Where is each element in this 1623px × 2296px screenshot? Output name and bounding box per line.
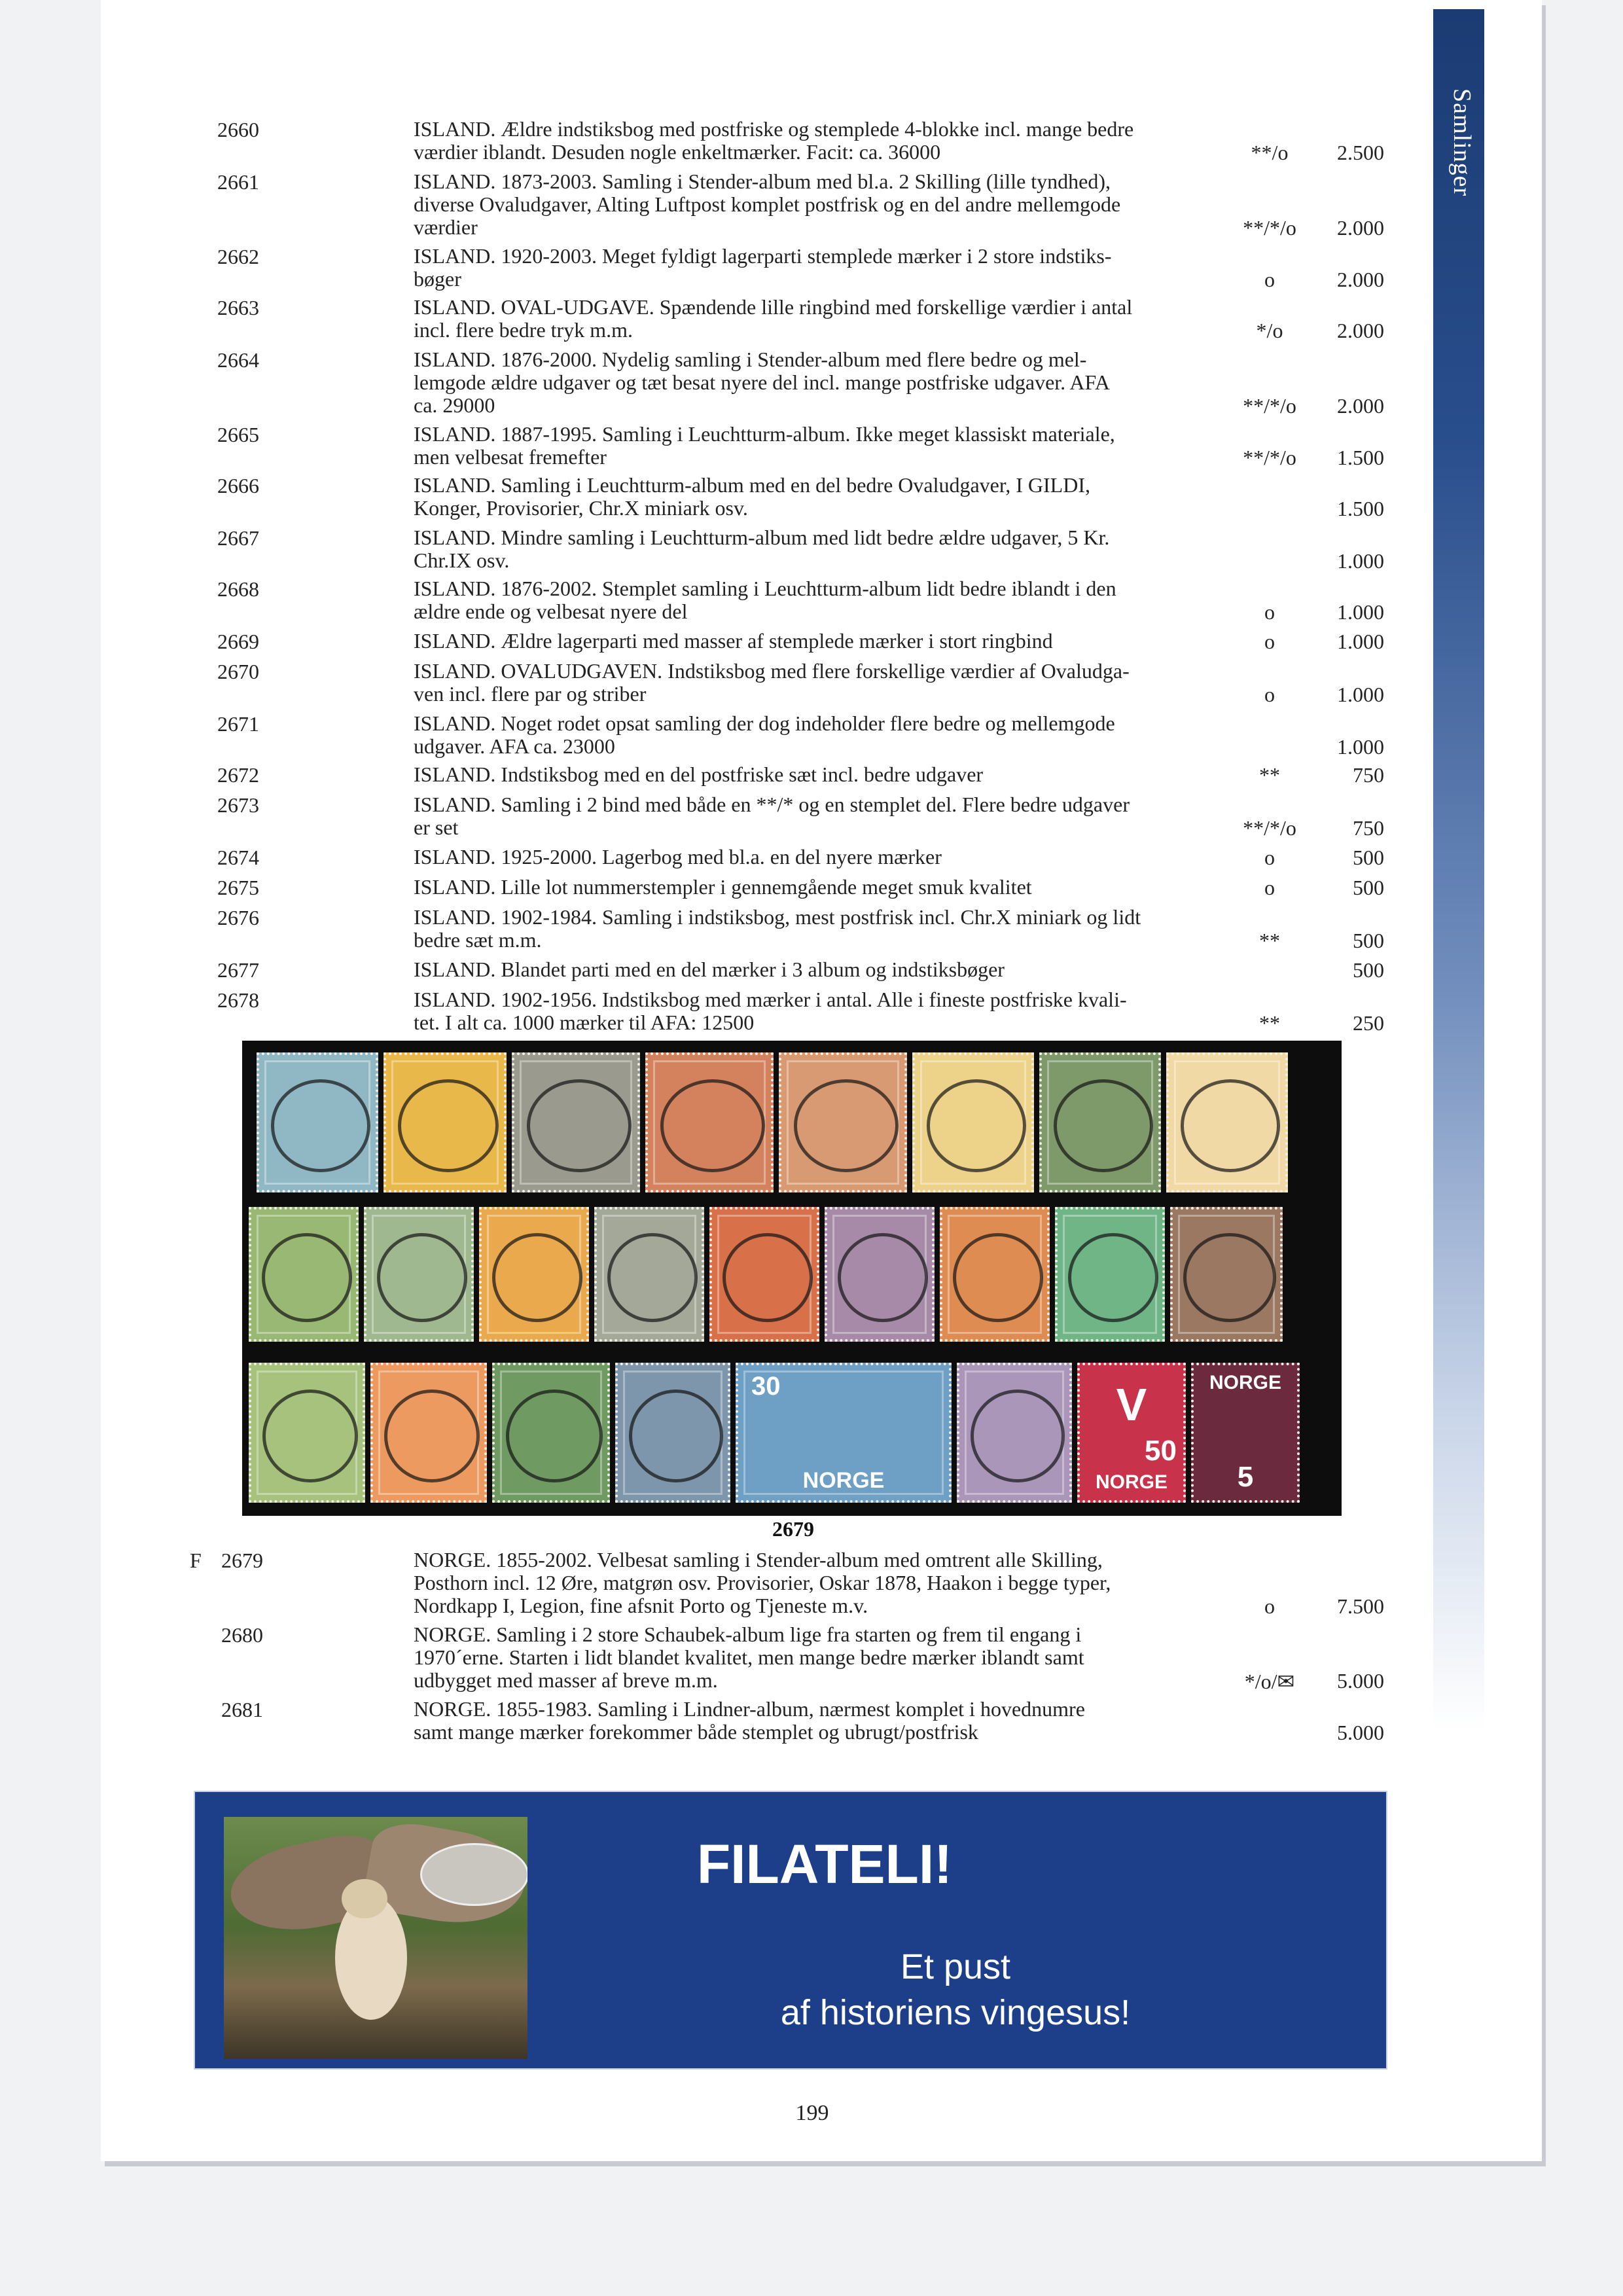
lot-description: ISLAND. Mindre samling i Leuchtturm-album med lidt bedre ældre udgaver, 5 Kr. Chr.IX osv. — [414, 526, 1110, 572]
stamp-country-label: NORGE — [1095, 1471, 1168, 1493]
lot-price: 1.000 — [1337, 630, 1384, 653]
lot-description: ISLAND. 1887-1995. Samling i Leuchtturm-album. Ikke meget klassiskt materiale, men velbesat fremefter — [414, 422, 1115, 469]
lot-price: 1.000 — [1337, 600, 1384, 624]
lot-price: 1.000 — [1337, 549, 1384, 573]
lot-number: 2672 — [217, 763, 259, 787]
lot-description: ISLAND. OVAL-UDGAVE. Spændende lille ringbind med forskellige værdier i antal incl. flere bedre tryk m.m. — [414, 295, 1133, 342]
stamp-image — [512, 1052, 640, 1193]
stamp-image — [709, 1207, 819, 1342]
lot-number: 2681 — [221, 1698, 263, 1721]
lot-description: ISLAND. Samling i Leuchtturm-album med en del bedre Ovaludgaver, I GILDI, Konger, Provisorier, Chr.X miniark osv. — [414, 473, 1090, 520]
lot-description: ISLAND. 1925-2000. Lagerbog med bl.a. en del nyere mærker — [414, 845, 942, 869]
lot-description: ISLAND. OVALUDGAVEN. Indstiksbog med flere forskellige værdier af Ovaludga- ven incl. flere par og striber — [414, 659, 1130, 706]
lot-price: 1.500 — [1337, 497, 1384, 520]
lot-price: 1.000 — [1337, 683, 1384, 706]
lot-price: 1.500 — [1337, 446, 1384, 469]
lot-flag: F — [190, 1549, 202, 1572]
eagle-photo — [224, 1817, 527, 2059]
lot-condition: */o — [1256, 319, 1283, 342]
coin-icon — [420, 1843, 527, 1906]
stamp-image — [1077, 1363, 1186, 1503]
stamp-image — [383, 1052, 507, 1193]
stamp-image — [479, 1207, 589, 1342]
lot-description: ISLAND. Ældre lagerparti med masser af stemplede mærker i stort ringbind — [414, 629, 1053, 653]
lot-number: 2675 — [217, 876, 259, 899]
stamp-value-label: 50 — [1145, 1435, 1177, 1467]
stamp-value-label: 5 — [1237, 1461, 1254, 1493]
lot-description: ISLAND. 1902-1984. Samling i indstiksbog, mest postfrisk incl. Chr.X miniark og lidt bedre sæt m.m. — [414, 905, 1141, 952]
lot-description: ISLAND. 1920-2003. Meget fyldigt lagerparti stemplede mærker i 2 store indstiks- bøger — [414, 244, 1112, 291]
lot-number: 2670 — [217, 660, 259, 683]
lot-number: 2676 — [217, 906, 259, 929]
lot-description: ISLAND. Samling i 2 bind med både en **/* og en stemplet del. Flere bedre udgaver er set — [414, 793, 1130, 839]
section-tab-label: Samlinger — [1448, 88, 1476, 197]
stamp-image — [615, 1363, 730, 1503]
lot-description: NORGE. 1855-1983. Samling i Lindner-album, nærmest komplet i hovednumre samt mange mærker forekommer både stemplet og ubrugt/postfrisk — [414, 1697, 1085, 1744]
stamp-image — [370, 1363, 487, 1503]
lot-description: NORGE. 1855-2002. Velbesat samling i Stender-album med omtrent alle Skilling, Posthorn incl. 12 Øre, matgrøn osv. Provisorier, Oskar 1878, Haakon i begge typer, Nordkapp I, Legion, fine afsnit Porto og Tjeneste m.v. — [414, 1548, 1111, 1617]
lot-price: 500 — [1353, 958, 1384, 982]
lot-price: 500 — [1353, 876, 1384, 899]
lot-number: 2667 — [217, 526, 259, 550]
lot-condition: o — [1264, 876, 1275, 899]
lot-description: ISLAND. 1873-2003. Samling i Stender-album med bl.a. 2 Skilling (lille tyndhed), diverse Ovaludgaver, Alting Luftpost komplet postfrisk og en del andre mellemgode værdier — [414, 170, 1121, 239]
page-number: 199 — [795, 2101, 829, 2125]
lot-condition: **/o — [1251, 141, 1289, 164]
lot-condition: o — [1264, 600, 1275, 624]
lot-price: 5.000 — [1337, 1721, 1384, 1744]
lot-condition: **/*/o — [1243, 216, 1296, 240]
lot-condition: o — [1264, 683, 1275, 706]
lot-price: 7.500 — [1337, 1594, 1384, 1618]
lot-price: 500 — [1353, 846, 1384, 869]
stamp-image — [257, 1052, 378, 1193]
stamp-image — [1166, 1052, 1288, 1193]
lot-price: 2.000 — [1337, 216, 1384, 240]
stamp-v-label: V — [1116, 1379, 1147, 1430]
lot-number: 2679 — [221, 1549, 263, 1572]
lot-description: ISLAND. Ældre indstiksbog med postfriske og stemplede 4-blokke incl. mange bedre værdier iblandt. Desuden nogle enkeltmærker. Facit: ca. 36000 — [414, 117, 1134, 164]
lot-number: 2673 — [217, 793, 259, 817]
ad-tagline: Et pust af historiens vingesus! — [780, 1947, 1131, 2032]
lot-condition: */o/✉ — [1244, 1670, 1295, 1693]
lot-number: 2678 — [217, 988, 259, 1012]
lot-number: 2666 — [217, 474, 259, 497]
stamp-image — [645, 1052, 774, 1193]
lot-price: 500 — [1353, 929, 1384, 952]
stamp-image — [736, 1363, 952, 1503]
lot-description: ISLAND. 1902-1956. Indstiksbog med mærker i antal. Alle i fineste postfriske kvali- tet. I alt ca. 1000 mærker til AFA: 12500 — [414, 988, 1127, 1034]
lot-number: 2671 — [217, 712, 259, 736]
lot-number: 2677 — [217, 958, 259, 982]
lot-number: 2660 — [217, 118, 259, 141]
lot-description: ISLAND. 1876-2002. Stemplet samling i Leuchtturm-album lidt bedre iblandt i den ældre ende og velbesat nyere del — [414, 577, 1116, 623]
lot-description: ISLAND. Indstiksbog med en del postfriske sæt incl. bedre udgaver — [414, 762, 984, 786]
lot-price: 250 — [1353, 1011, 1384, 1035]
lot-condition: **/*/o — [1243, 446, 1296, 469]
lot-description: ISLAND. 1876-2000. Nydelig samling i Stender-album med flere bedre og mel- lemgode ældre udgaver og tæt besat nyere del incl. mange postfriske udgaver. AFA ca. 29000 — [414, 348, 1111, 417]
lot-number: 2662 — [217, 245, 259, 268]
lot-price: 2.000 — [1337, 394, 1384, 418]
lot-price: 2.000 — [1337, 319, 1384, 342]
stamp-country-label: NORGE — [1209, 1372, 1281, 1393]
lot-description: NORGE. Samling i 2 store Schaubek-album lige fra starten og frem til engang i 1970´erne. Starten i lidt blandet kvalitet, men mange bedre mærker iblandt samt udbygget med masser af breve m.m. — [414, 1623, 1084, 1692]
lot-number: 2674 — [217, 846, 259, 869]
lot-number: 2668 — [217, 577, 259, 601]
lot-price: 1.000 — [1337, 735, 1384, 759]
lot-number: 2669 — [217, 630, 259, 653]
stamp-photo-panel — [242, 1041, 1342, 1516]
stamp-image — [1039, 1052, 1161, 1193]
lot-number: 2665 — [217, 423, 259, 446]
lot-description: ISLAND. Blandet parti med en del mærker i 3 album og indstiksbøger — [414, 958, 1005, 981]
lot-condition: **/*/o — [1243, 394, 1296, 418]
stamp-country-label: NORGE — [802, 1468, 885, 1493]
stamp-image — [779, 1052, 907, 1193]
stamp-image — [492, 1363, 610, 1503]
stamp-image — [364, 1207, 474, 1342]
lot-price: 750 — [1353, 763, 1384, 787]
stamp-image — [825, 1207, 935, 1342]
stamp-image — [249, 1207, 359, 1342]
lot-condition: **/*/o — [1243, 816, 1296, 840]
lot-price: 2.500 — [1337, 141, 1384, 164]
stamp-image — [940, 1207, 1050, 1342]
lot-number: 2664 — [217, 348, 259, 372]
lot-condition: ** — [1259, 929, 1280, 952]
stamp-image — [1170, 1207, 1283, 1342]
stamp-image — [912, 1052, 1034, 1193]
stamp-image — [249, 1363, 365, 1503]
lot-condition: ** — [1259, 1011, 1280, 1035]
lot-condition: o — [1264, 1594, 1275, 1618]
lot-description: ISLAND. Lille lot nummerstempler i gennemgående meget smuk kvalitet — [414, 875, 1032, 899]
lot-price: 2.000 — [1337, 268, 1384, 291]
lot-number: 2663 — [217, 296, 259, 319]
lot-condition: o — [1264, 846, 1275, 869]
lot-condition: ** — [1259, 763, 1280, 787]
lot-condition: o — [1264, 630, 1275, 653]
lot-number: 2680 — [221, 1623, 263, 1647]
lot-number: 2661 — [217, 170, 259, 194]
stamp-image — [957, 1363, 1072, 1503]
lot-price: 5.000 — [1337, 1669, 1384, 1693]
stamp-image — [1055, 1207, 1165, 1342]
lot-condition: o — [1264, 268, 1275, 291]
section-tab — [1433, 9, 1484, 2160]
stamp-image — [594, 1207, 704, 1342]
lot-price: 750 — [1353, 816, 1384, 840]
stamp-value-label: 30 — [751, 1372, 781, 1401]
stamp-image — [1191, 1363, 1300, 1503]
ad-headline: FILATELI! — [696, 1833, 953, 1895]
lot-description: ISLAND. Noget rodet opsat samling der dog indeholder flere bedre og mellemgode udgaver. AFA ca. 23000 — [414, 711, 1115, 758]
photo-caption: 2679 — [772, 1517, 814, 1541]
